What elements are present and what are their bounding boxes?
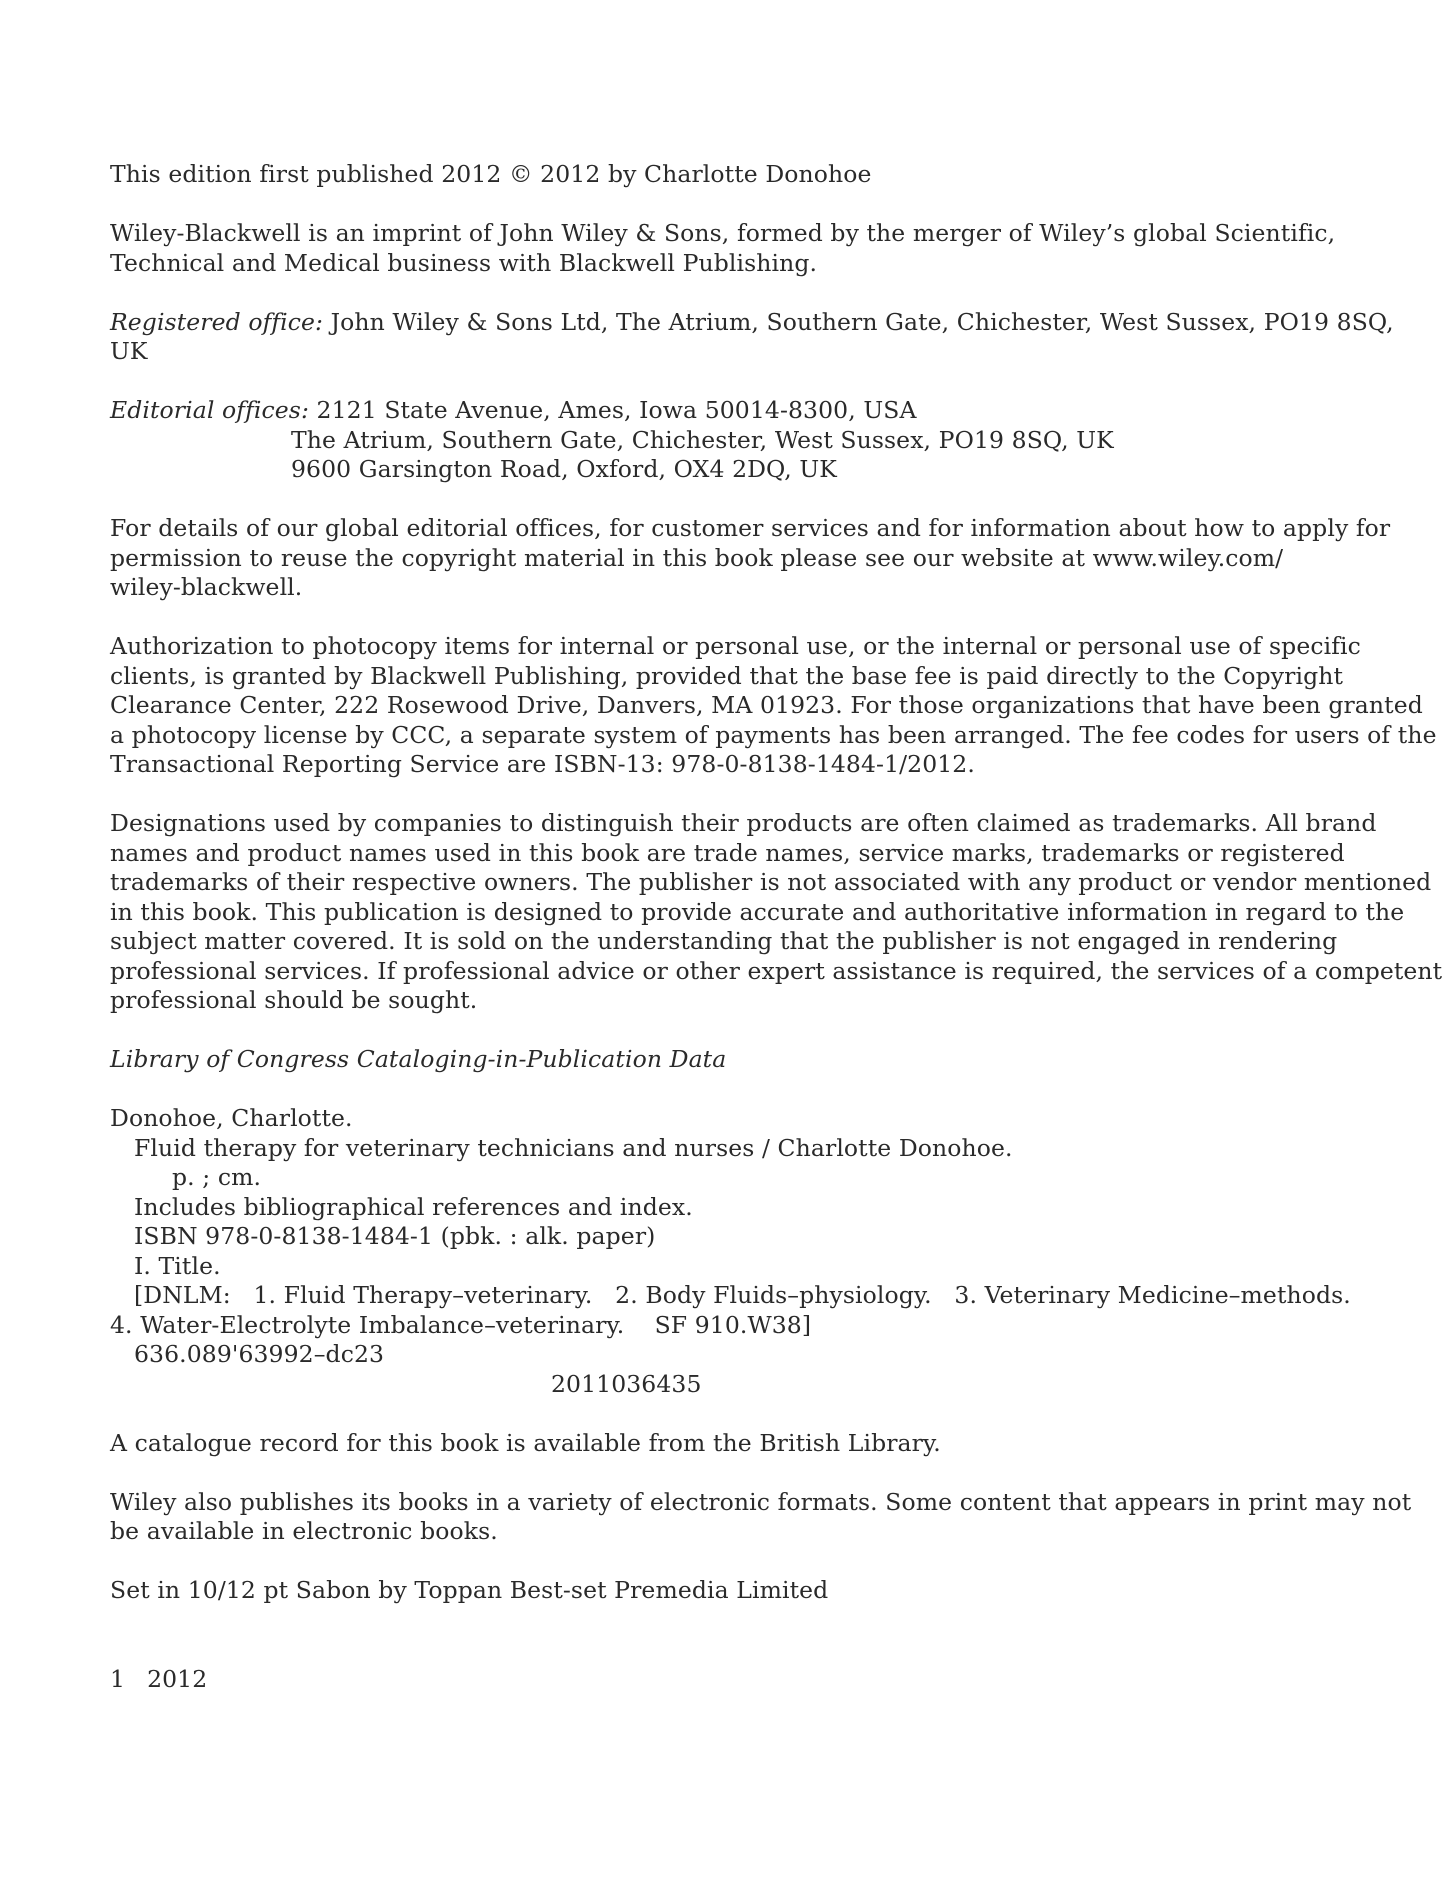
- typesetting-statement: [110, 1576, 1290, 1606]
- authorization-line: clients, is granted by Blackwell Publishing, provided that the base fee is paid directly to the Copyright: [110, 661, 1344, 690]
- cip-author: Donohoe, Charlotte.: [110, 1104, 353, 1132]
- designations-line: names and product names used in this book are trade names, service marks, trademarks or registered: [110, 838, 1345, 867]
- imprint-line: Technical and Medical business with Blackwell Publishing.: [110, 248, 818, 277]
- cip-heading: Library of Congress Cataloging-in-Publication Data: [110, 1045, 727, 1073]
- printing-line: [110, 1665, 1290, 1695]
- cip-dnlm: [DNLM: 1. Fluid Therapy–veterinary. 2. Body Fluids–physiology. 3. Veterinary Medicine–methods.: [134, 1281, 1351, 1309]
- imprint-statement: [110, 219, 1336, 278]
- editorial-offices: [110, 396, 1290, 485]
- editorial-office-address: 2121 State Avenue, Ames, Iowa 50014-8300, USA: [308, 396, 917, 424]
- designations-line: trademarks of their respective owners. The publisher is not associated with any product or vendor mentioned: [110, 868, 1432, 896]
- registered-office-label: Registered office:: [110, 307, 324, 336]
- authorization-line: Clearance Center, 222 Rosewood Drive, Danvers, MA 01923. For those organizations that have been granted: [110, 691, 1423, 719]
- designations-statement: [110, 809, 1443, 1016]
- editorial-offices-label: Editorial offices:: [110, 396, 309, 424]
- details-line: wiley-blackwell.: [110, 573, 303, 601]
- designations-line: subject matter covered. It is sold on the understanding that the publisher is not engaged in rendering: [110, 927, 1338, 955]
- registered-office-country: UK: [110, 337, 148, 365]
- editorial-office-address: The Atrium, Southern Gate, Chichester, West Sussex, PO19 8SQ, UK: [291, 425, 1114, 454]
- cip-includes: Includes bibliographical references and index.: [134, 1192, 693, 1221]
- cip-classification: 636.089'63992–dc23: [134, 1340, 385, 1368]
- designations-line: Designations used by companies to distinguish their products are often claimed as trademarks. All brand: [110, 809, 1377, 837]
- designations-line: professional should be sought.: [110, 986, 478, 1014]
- cip-title-entry: I. Title.: [134, 1251, 221, 1280]
- authorization-line: a photocopy license by CCC, a separate system of payments has been arranged. The fee codes for users of the: [110, 720, 1437, 749]
- details-line: For details of our global editorial offices, for customer services and for information about how to apply for: [110, 514, 1391, 542]
- edition-statement: [110, 160, 1290, 190]
- details-line: permission to reuse the copyright material in this book please see our website at www.wiley.com/: [110, 543, 1284, 572]
- authorization-statement: [110, 632, 1437, 780]
- registered-office-line: [110, 307, 1394, 338]
- cip-record: [110, 1104, 1351, 1399]
- imprint-line: Wiley-Blackwell is an imprint of John Wiley & Sons, formed by the merger of Wiley’s global Scientific,: [110, 219, 1336, 247]
- editorial-details: [110, 514, 1391, 603]
- cip-heading-block: [110, 1045, 1290, 1075]
- electronic-formats-statement: [110, 1487, 1412, 1547]
- designations-line: in this book. This publication is designed to provide accurate and authoritative information in regard to the: [110, 897, 1405, 926]
- copyright-text-block: [110, 160, 1443, 1694]
- editorial-office-row: [110, 455, 1290, 485]
- british-library-statement: [110, 1429, 1290, 1459]
- printing-year: 2012: [147, 1664, 208, 1693]
- british-library-line: A catalogue record for this book is available from the British Library.: [110, 1428, 941, 1457]
- authorization-line: Authorization to photocopy items for internal or personal use, or the internal or personal use of specific: [110, 632, 1361, 660]
- electronic-line: be available in electronic books.: [110, 1517, 498, 1545]
- printing-number: 1: [110, 1664, 126, 1693]
- cip-lccn: 2011036435: [551, 1369, 702, 1398]
- editorial-office-row: [110, 396, 1290, 426]
- editorial-office-address: 9600 Garsington Road, Oxford, OX4 2DQ, UK: [291, 455, 837, 483]
- cip-isbn: ISBN 978-0-8138-1484-1 (pbk. : alk. paper): [134, 1222, 656, 1250]
- designations-line: professional services. If professional advice or other expert assistance is required, the services of a competent: [110, 956, 1443, 985]
- authorization-line: Transactional Reporting Service are ISBN-13: 978-0-8138-1484-1/2012.: [110, 750, 975, 778]
- typesetting-line: Set in 10/12 pt Sabon by Toppan Best-set Premedia Limited: [110, 1576, 829, 1604]
- registered-office-address: John Wiley & Sons Ltd, The Atrium, Southern Gate, Chichester, West Sussex, PO19 8SQ,: [323, 307, 1394, 336]
- cip-dnlm-continued: 4. Water-Electrolyte Imbalance–veterinary. SF 910.W38]: [110, 1310, 812, 1339]
- cip-physical: p. ; cm.: [172, 1163, 262, 1191]
- editorial-office-row: [110, 426, 1290, 456]
- cip-title: Fluid therapy for veterinary technicians and nurses / Charlotte Donohoe.: [134, 1133, 1013, 1162]
- registered-office: [110, 307, 1394, 367]
- edition-line: This edition first published 2012 © 2012 by Charlotte Donohoe: [110, 160, 872, 188]
- electronic-line: Wiley also publishes its books in a variety of electronic formats. Some content that appears in print may not: [110, 1487, 1412, 1516]
